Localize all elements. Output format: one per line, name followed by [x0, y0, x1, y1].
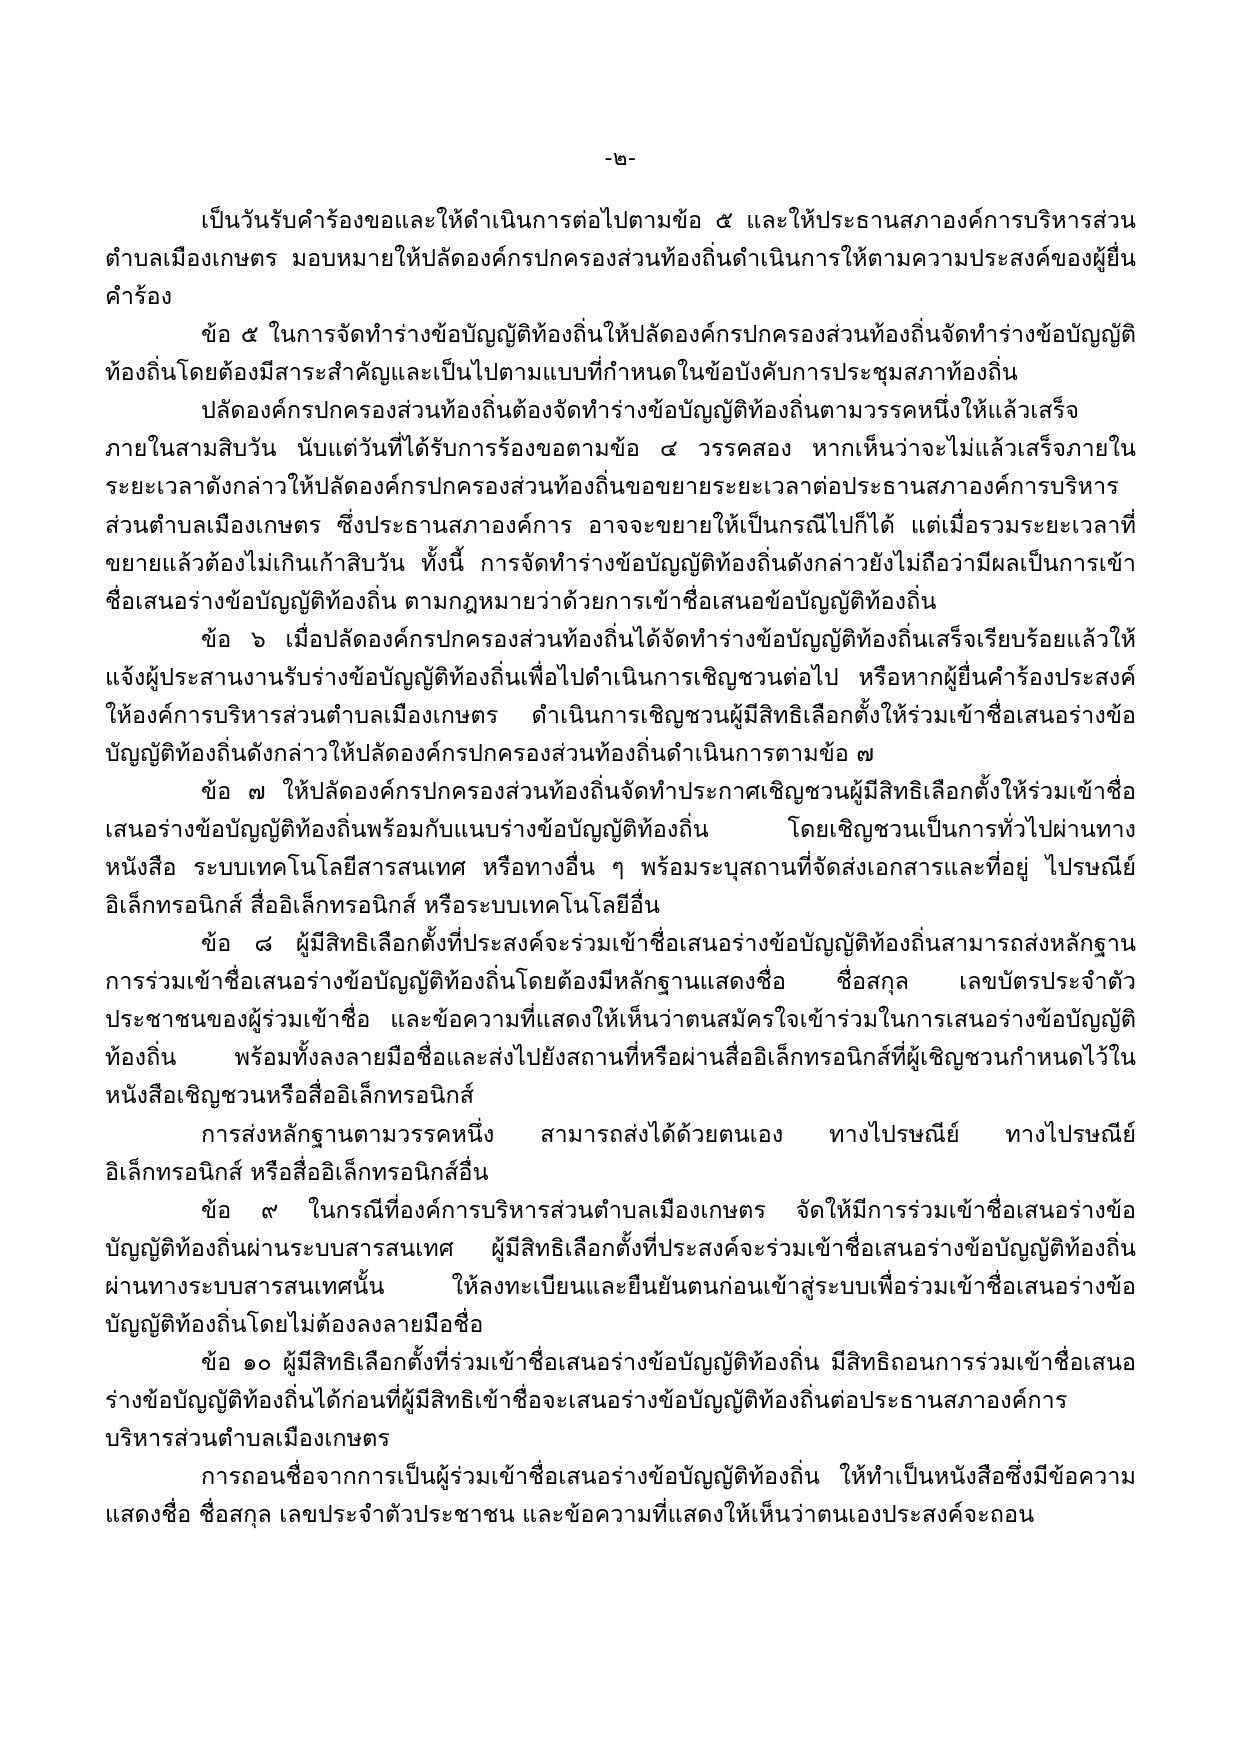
paragraph: ข้อ ๑๐ ผู้มีสิทธิเลือกตั้งที่ร่วมเข้าชื่อเสนอร่างข้อบัญญัติท้องถิ่น มีสิทธิถอนการร่วมเข้าชื่อเสนอร่างข้อบัญญัติท้องถิ่นได้ก่อนที่ผู้มีสิทธิเข้าชื่อจะเสนอร่างข้อบัญญัติท้องถิ่นต่อประธานสภาองค์การบริหารส่วนตำบลเมืองเกษตร [105, 1347, 1136, 1452]
paragraph: การถอนชื่อจากการเป็นผู้ร่วมเข้าชื่อเสนอร่างข้อบัญญัติท้องถิ่น ให้ทำเป็นหนังสือซึ่งมีข้อความแสดงชื่อ ชื่อสกุล เลขประจำตัวประชาชน และข้อความที่แสดงให้เห็นว่าตนเองประสงค์จะถอน [105, 1462, 1136, 1529]
paragraph: ข้อ ๕ ในการจัดทำร่างข้อบัญญัติท้องถิ่นให้ปลัดองค์กรปกครองส่วนท้องถิ่นจัดทำร่างข้อบัญญัติท้องถิ่นโดยต้องมีสาระสำคัญและเป็นไปตามแบบที่กำหนดในข้อบังคับการประชุมสภาท้องถิ่น [105, 320, 1136, 387]
paragraph: ข้อ ๗ ให้ปลัดองค์กรปกครองส่วนท้องถิ่นจัดทำประกาศเชิญชวนผู้มีสิทธิเลือกตั้งให้ร่วมเข้าชื่อเสนอร่างข้อบัญญัติท้องถิ่นพร้อมกับแนบร่างข้อบัญญัติท้องถิ่น โดยเชิญชวนเป็นการทั่วไปผ่านทางหนังสือ ระบบเทคโนโลยีสารสนเทศ หรือทางอื่น ๆ พร้อมระบุสถานที่จัดส่งเอกสารและที่อยู่ ไปรษณีย์อิเล็กทรอนิกส์ สื่ออิเล็กทรอนิกส์ หรือระบบเทคโนโลยีอื่น [105, 776, 1136, 920]
paragraph: ปลัดองค์กรปกครองส่วนท้องถิ่นต้องจัดทำร่างข้อบัญญัติท้องถิ่นตามวรรคหนึ่งให้แล้วเสร็จภายในสามสิบวัน นับแต่วันที่ได้รับการร้องขอตามข้อ ๔ วรรคสอง หากเห็นว่าจะไม่แล้วเสร็จภายในระยะเวลาดังกล่าวให้ปลัดองค์กรปกครองส่วนท้องถิ่นขอขยายระยะเวลาต่อประธานสภาองค์การบริหารส่วนตำบลเมืองเกษตร ซึ่งประธานสภาองค์การ อาจจะขยายให้เป็นกรณีไปก็ได้ แต่เมื่อรวมระยะเวลาที่ขยายแล้วต้องไม่เกินเก้าสิบวัน ทั้งนี้ การจัดทำร่างข้อบัญญัติท้องถิ่นดังกล่าวยังไม่ถือว่ามีผลเป็นการเข้าชื่อเสนอร่างข้อบัญญัติท้องถิ่น ตามกฎหมายว่าด้วยการเข้าชื่อเสนอข้อบัญญัติท้องถิ่น [105, 396, 1136, 615]
document-body [105, 201, 1136, 1533]
paragraph: เป็นวันรับคำร้องขอและให้ดำเนินการต่อไปตามข้อ ๕ และให้ประธานสภาองค์การบริหารส่วนตำบลเมืองเกษตร มอบหมายให้ปลัดองค์กรปกครองส่วนท้องถิ่นดำเนินการให้ตามความประสงค์ของผู้ยื่นคำร้อง [105, 206, 1136, 311]
page-number: -๒- [604, 146, 637, 171]
paragraph: ข้อ ๘ ผู้มีสิทธิเลือกตั้งที่ประสงค์จะร่วมเข้าชื่อเสนอร่างข้อบัญญัติท้องถิ่นสามารถส่งหลักฐานการร่วมเข้าชื่อเสนอร่างข้อบัญญัติท้องถิ่นโดยต้องมีหลักฐานแสดงชื่อ ชื่อสกุล เลขบัตรประจำตัวประชาชนของผู้ร่วมเข้าชื่อ และข้อความที่แสดงให้เห็นว่าตนสมัครใจเข้าร่วมในการเสนอร่างข้อบัญญัติท้องถิ่น พร้อมทั้งลงลายมือชื่อและส่งไปยังสถานที่หรือผ่านสื่ออิเล็กทรอนิกส์ที่ผู้เชิญชวนกำหนดไว้ในหนังสือเชิญชวนหรือสื่ออิเล็กทรอนิกส์ [105, 929, 1136, 1110]
paragraph: ข้อ ๙ ในกรณีที่องค์การบริหารส่วนตำบลเมืองเกษตร จัดให้มีการร่วมเข้าชื่อเสนอร่างข้อบัญญัติท้องถิ่นผ่านระบบสารสนเทศ ผู้มีสิทธิเลือกตั้งที่ประสงค์จะร่วมเข้าชื่อเสนอร่างข้อบัญญัติท้องถิ่นผ่านทางระบบสารสนเทศนั้น ให้ลงทะเบียนและยืนยันตนก่อนเข้าสู่ระบบเพื่อร่วมเข้าชื่อเสนอร่างข้อบัญญัติท้องถิ่นโดยไม่ต้องลงลายมือชื่อ [105, 1195, 1136, 1338]
paragraph: ข้อ ๖ เมื่อปลัดองค์กรปกครองส่วนท้องถิ่นได้จัดทำร่างข้อบัญญัติท้องถิ่นเสร็จเรียบร้อยแล้วให้แจ้งผู้ประสานงานรับร่างข้อบัญญัติท้องถิ่นเพื่อไปดำเนินการเชิญชวนต่อไป หรือหากผู้ยื่นคำร้องประสงค์ให้องค์การบริหารส่วนตำบลเมืองเกษตร ดำเนินการเชิญชวนผู้มีสิทธิเลือกตั้งให้ร่วมเข้าชื่อเสนอร่างข้อบัญญัติท้องถิ่นดังกล่าวให้ปลัดองค์กรปกครองส่วนท้องถิ่นดำเนินการตามข้อ ๗ [105, 624, 1136, 767]
paragraph: การส่งหลักฐานตามวรรคหนึ่ง สามารถส่งได้ด้วยตนเอง ทางไปรษณีย์ ทางไปรษณีย์อิเล็กทรอนิกส์ หรือสื่ออิเล็กทรอนิกส์อื่น [105, 1119, 1136, 1186]
